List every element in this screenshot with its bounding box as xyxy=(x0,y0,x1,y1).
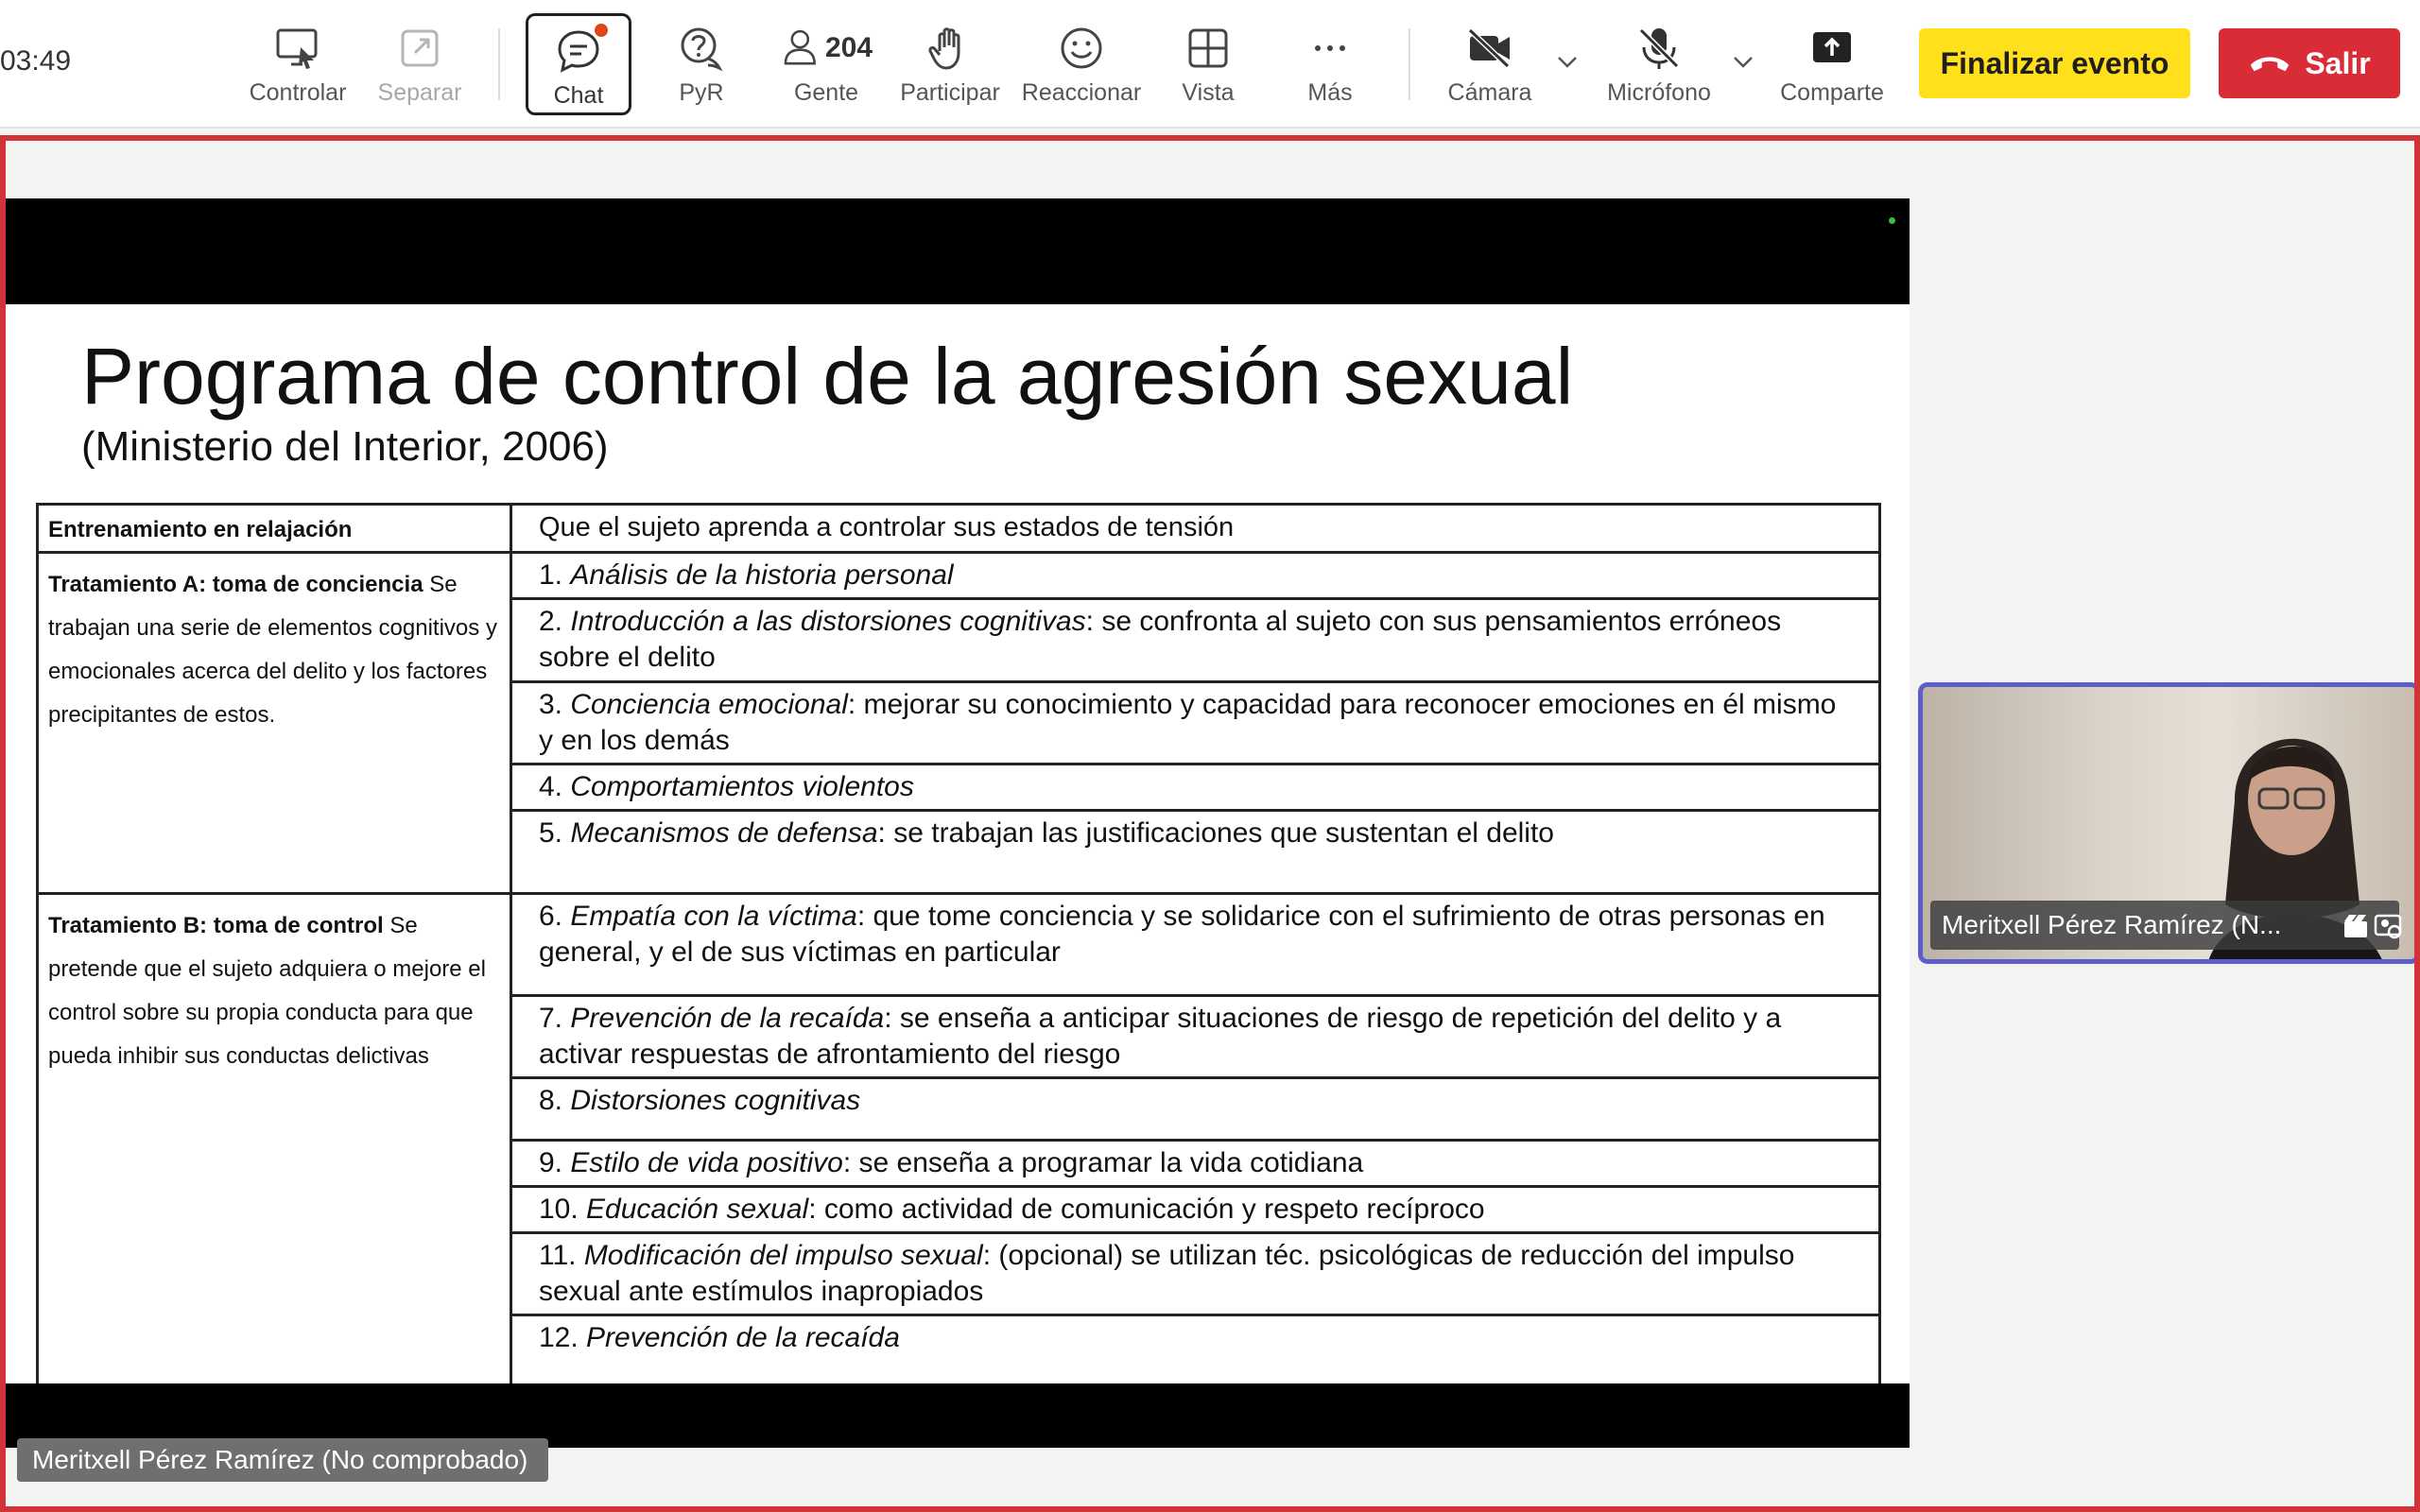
table-row xyxy=(38,553,1880,599)
row-heading: Tratamiento A: toma de conciencia xyxy=(48,572,424,597)
qa-button[interactable] xyxy=(642,13,761,115)
letterbox-top xyxy=(6,198,1910,304)
mic-label: Micrófono xyxy=(1607,79,1711,106)
table-cell: 10. Educación sexual: como actividad de comunicación y respeto recíproco xyxy=(511,1187,1880,1233)
camera-options-chevron-down-icon[interactable] xyxy=(1553,47,1582,76)
leave-button[interactable] xyxy=(2219,28,2400,98)
table-cell: 6. Empatía con la víctima: que tome conciencia y se solidarice con el sufrimiento de otras personas en general, y el de sus víctimas en particular xyxy=(511,894,1880,996)
raise-hand-button[interactable] xyxy=(890,13,1010,115)
leave-label: Salir xyxy=(2305,45,2371,80)
table-row xyxy=(38,505,1880,553)
slide-table xyxy=(36,503,1881,1386)
table-cell: 11. Modificación del impulso sexual: (opcional) se utilizan téc. psicológicas de reducción del impulso sexual ante estímulos inapropiados xyxy=(511,1233,1880,1315)
more-label: Más xyxy=(1307,79,1353,106)
react-label: Reaccionar xyxy=(1021,79,1142,106)
share-button[interactable] xyxy=(1772,13,1893,115)
pop-out-icon xyxy=(394,23,445,74)
people-count-row xyxy=(780,23,873,74)
raise-hand-icon xyxy=(925,23,976,74)
table-cell: 8. Distorsiones cognitivas xyxy=(511,1078,1880,1141)
mic-off-icon xyxy=(1634,23,1685,74)
people-count: 204 xyxy=(824,32,873,63)
slide-subtitle: (Ministerio del Interior, 2006) xyxy=(81,423,609,470)
presenter-name-tag: Meritxell Pérez Ramírez (No comprobado) xyxy=(17,1438,548,1482)
qa-icon xyxy=(676,23,727,74)
table-cell: 3. Conciencia emocional: mejorar su conocimiento y capacidad para reconocer emociones en él mismo y en los demás xyxy=(511,682,1880,765)
grid-view-icon xyxy=(1183,23,1234,74)
meeting-toolbar xyxy=(0,0,2420,129)
row-description: Se trabajan una serie de elementos cognitivos y emocionales acerca del delito y los factores precipitantes de estos. xyxy=(48,572,497,728)
mic-button[interactable] xyxy=(1600,13,1718,115)
table-cell xyxy=(38,505,511,553)
shared-screen xyxy=(6,198,1910,1448)
treatment-a-cell xyxy=(38,553,511,894)
smiley-icon xyxy=(1056,23,1107,74)
table-cell: Que el sujeto aprenda a controlar sus estados de tensión xyxy=(511,505,1880,553)
end-event-button[interactable]: Finalizar evento xyxy=(1919,28,2190,98)
presenter-video-tile[interactable] xyxy=(1918,682,2420,964)
view-label: Vista xyxy=(1182,79,1235,106)
more-icon xyxy=(1305,23,1356,74)
camera-label: Cámara xyxy=(1447,79,1532,106)
control-button[interactable] xyxy=(238,13,357,115)
table-cell: 9. Estilo de vida positivo: se enseña a programar la vida cotidiana xyxy=(511,1141,1880,1187)
share-icon xyxy=(1806,23,1858,74)
recording-indicator-dot xyxy=(1889,217,1895,224)
unread-dot xyxy=(595,24,608,37)
row-heading: Tratamiento B: toma de control xyxy=(48,913,384,938)
pop-out-button[interactable] xyxy=(360,13,479,115)
table-row xyxy=(38,894,1880,996)
table-cell: 12. Prevención de la recaída xyxy=(511,1315,1880,1385)
table-cell: 4. Comportamientos violentos xyxy=(511,765,1880,811)
table-cell: 5. Mecanismos de defensa: se trabajan las justificaciones que sustentan el delito xyxy=(511,811,1880,894)
people-label: Gente xyxy=(793,79,859,106)
camera-off-icon xyxy=(1464,23,1515,74)
slide-title: Programa de control de la agresión sexual xyxy=(81,332,1574,421)
react-button[interactable] xyxy=(1020,13,1143,115)
chat-label: Chat xyxy=(553,82,604,109)
phone-hangup-icon xyxy=(2248,50,2291,77)
toolbar-divider xyxy=(1409,28,1410,100)
table-cell: 2. Introducción a las distorsiones cognitivas: se confronta al sujeto con sus pensamientos erróneos sobre el delito xyxy=(511,599,1880,682)
view-button[interactable] xyxy=(1149,13,1268,115)
pin-participant-icon[interactable] xyxy=(2372,910,2404,942)
meeting-timer: 03:49 xyxy=(0,45,72,77)
pop-out-label: Separar xyxy=(377,79,462,106)
camera-button[interactable] xyxy=(1430,13,1549,115)
row-description: Se pretende que el sujeto adquiera o mejore el control sobre su propia conducta para que pueda inhibir sus conductas delictivas xyxy=(48,913,486,1069)
screen-control-icon xyxy=(272,23,323,74)
treatment-b-cell xyxy=(38,894,511,1385)
more-button[interactable] xyxy=(1270,13,1390,115)
people-button[interactable] xyxy=(766,13,887,115)
qa-label: PyR xyxy=(679,79,724,106)
tile-name-label: Meritxell Pérez Ramírez (N... xyxy=(1930,901,2399,950)
toolbar-divider xyxy=(498,28,500,100)
spotlight-icon[interactable] xyxy=(2340,910,2372,942)
mic-options-chevron-down-icon[interactable] xyxy=(1729,47,1757,76)
row-heading: Entrenamiento en relajación xyxy=(48,517,353,542)
table-cell: 1. Análisis de la historia personal xyxy=(511,553,1880,599)
people-icon xyxy=(780,26,823,70)
table-cell: 7. Prevención de la recaída: se enseña a anticipar situaciones de riesgo de repetición del delito y a activar respuestas de afrontamiento del riesgo xyxy=(511,996,1880,1078)
share-label: Comparte xyxy=(1780,79,1884,106)
chat-button[interactable] xyxy=(526,13,631,115)
control-label: Controlar xyxy=(249,79,347,106)
raise-hand-label: Participar xyxy=(900,79,1000,106)
